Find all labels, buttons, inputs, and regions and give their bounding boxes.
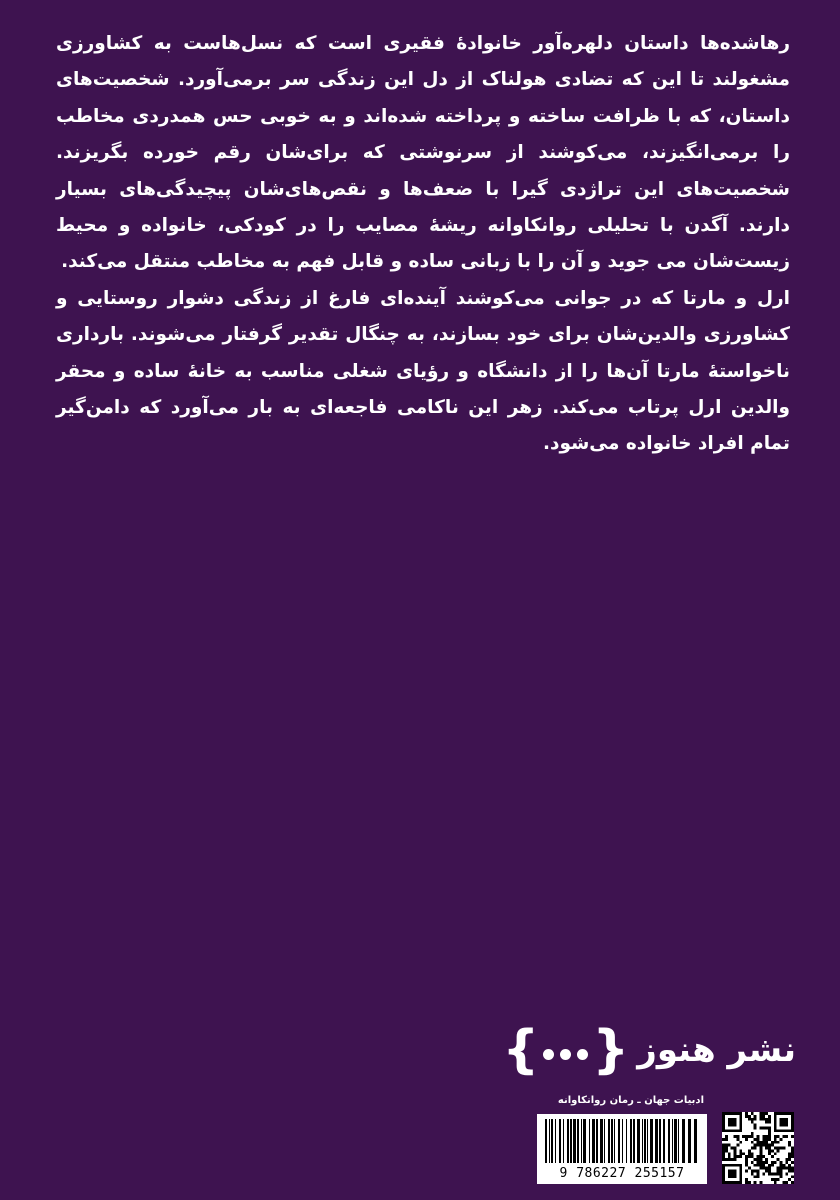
barcode-icon [537, 1114, 707, 1184]
isbn-number: 9 786227 255157 [559, 1166, 685, 1181]
qr-code-icon [722, 1112, 794, 1184]
publisher-name: نشر هنوز [637, 1030, 796, 1070]
blurb-paragraph-1: رهاشده‌ها داستان دلهره‌آور خانوادهٔ فقیری است که نسل‌هاست به کشاورزی مشغولند تا این که تضادی هولناک از دل این زندگی سر برمی‌آورد. شخصیت‌های داستان، که با ظرافت ساخته و پرداخته شده‌اند و به خوبی حس همدردی مخاطب را برمی‌انگیزند، می‌کوشند از سرنوشتی که برای‌شان رقم خورده بگریزند. شخصیت‌های این تراژدی گیرا با ضعف‌ها و نقص‌های‌شان پیچیدگی‌های بسیار دارند. آگدن با تحلیلی روانکاوانه ریشهٔ مصایب را در کودکی، خانواده و محیط زیست‌شان می جوید و آن را با زبانی ساده و قابل فهم به مخاطب منتقل می‌کند. [56, 33, 790, 273]
logo-brace-close: } [592, 1020, 630, 1080]
logo-dots-icon [543, 1041, 588, 1060]
qr-code-graphic [722, 1112, 794, 1184]
publisher-logo [502, 1020, 796, 1080]
logo-brace-open: { [502, 1020, 540, 1080]
genre-label: ادبیات جهان ـ رمان روانکاوانه [557, 1095, 704, 1106]
blurb-paragraph-2: ارل و مارتا که در جوانی می‌کوشند آینده‌ای فارغ از زندگی دشوار روستایی و کشاورزی والدین‌شان برای خود بسازند، به چنگال تقدیر گرفتار می‌شوند. بارداری ناخواستهٔ مارتا آن‌ها را از دانشگاه و رؤیای شغلی مناسب به خانهٔ ساده و محقر والدین ارل پرتاب می‌کند. زهر این ناکامی فاجعه‌ای به بار می‌آورد که دامن‌گیر تمام افراد خانواده می‌شود. [56, 287, 790, 455]
barcode-bars [545, 1119, 699, 1163]
blurb-text [56, 26, 790, 463]
publisher-logo-mark [502, 1020, 629, 1080]
